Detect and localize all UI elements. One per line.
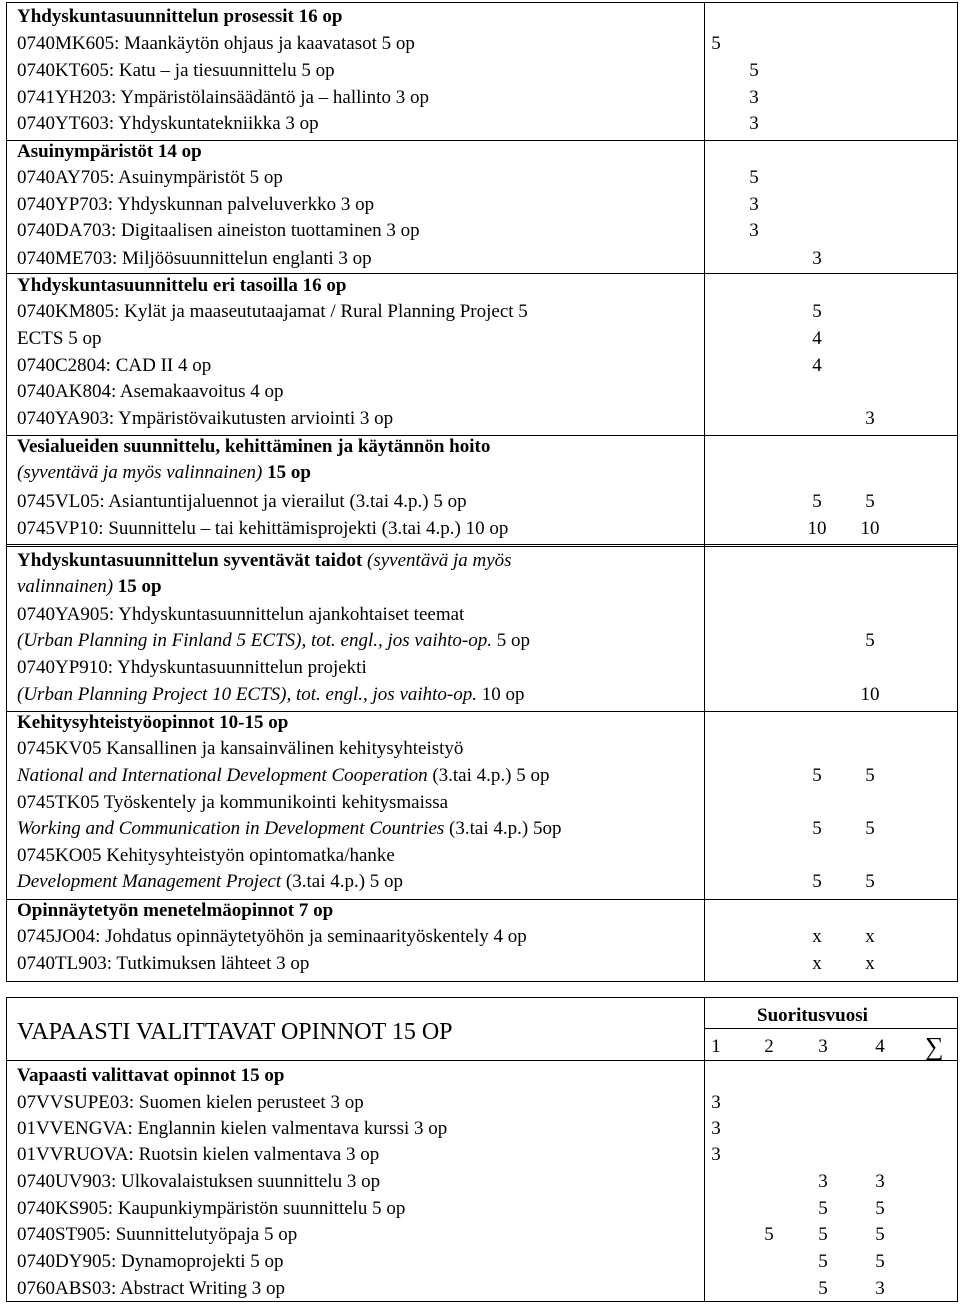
course-row: 0745VP10: Suunnittelu – tai kehittämisprojekti (3.tai 4.p.) 10 op xyxy=(17,518,509,539)
column-divider xyxy=(704,3,705,981)
course-row xyxy=(17,871,403,893)
heading-text: Yhdyskuntasuunnittelun syventävät taidot xyxy=(17,550,368,571)
year-header: Suoritusvuosi xyxy=(757,1005,868,1026)
course-row xyxy=(17,630,530,652)
sum-symbol: ∑ xyxy=(925,1032,944,1061)
course-row: 0745TK05 Työskentely ja kommunikointi kehitysmaissa xyxy=(17,792,449,813)
course-row: 0740AK804: Asemakaavoitus 4 op xyxy=(17,381,284,402)
course-row: 0760ABS03: Abstract Writing 3 op xyxy=(17,1278,286,1299)
credits-text: (3.tai 4.p.) 5op xyxy=(444,818,562,839)
year-3-value: x xyxy=(812,926,822,947)
year-3-value: 5 xyxy=(812,765,822,786)
course-row: 0745KO05 Kehitysyhteistyön opintomatka/hanke xyxy=(17,845,395,866)
course-row: 0740KT605: Katu – ja tiesuunnittelu 5 op xyxy=(17,60,335,81)
year-4-value: 5 xyxy=(875,1224,885,1245)
year-3-value: 5 xyxy=(812,301,822,322)
year-3-value: 4 xyxy=(812,328,822,349)
credits-text: 15 op xyxy=(262,462,311,483)
year-4-value: 5 xyxy=(875,1251,885,1272)
course-row: 0740YP703: Yhdyskunnan palveluverkko 3 op xyxy=(17,194,375,215)
year-4-label: 4 xyxy=(875,1036,885,1057)
course-row: 01VVENGVA: Englannin kielen valmentava kurssi 3 op xyxy=(17,1118,448,1139)
year-3-label: 3 xyxy=(818,1036,828,1057)
course-row xyxy=(17,576,162,598)
course-row: 0740ME703: Miljöösuunnittelun englanti 3 op xyxy=(17,248,372,269)
course-row: 0745KV05 Kansallinen ja kansainvälinen kehitysyhteistyö xyxy=(17,738,464,759)
course-row xyxy=(17,765,549,787)
year-1-value: 3 xyxy=(711,1144,721,1165)
credits-text: (3.tai 4.p.) 5 op xyxy=(281,871,404,892)
italic-text: National and International Development Cooperation xyxy=(17,765,428,786)
year-1-value: 3 xyxy=(711,1092,721,1113)
course-row: ECTS 5 op xyxy=(17,328,102,349)
year-3-value: 5 xyxy=(818,1278,828,1299)
course-row: 01VVRUOVA: Ruotsin kielen valmentava 3 op xyxy=(17,1144,380,1165)
year-2-value: 5 xyxy=(764,1224,774,1245)
year-3-value: 5 xyxy=(812,491,822,512)
credits-text: 10 op xyxy=(477,684,525,705)
year-3-value: 10 xyxy=(807,518,827,539)
credits-text: (3.tai 4.p.) 5 op xyxy=(427,765,550,786)
year-3-value: 3 xyxy=(812,248,822,269)
course-row: 0740YA903: Ympäristövaikutusten arviointi 3 op xyxy=(17,408,394,429)
study-plan-table xyxy=(6,2,958,982)
year-3-value: 5 xyxy=(818,1224,828,1245)
course-row: Opinnäytetyön menetelmäopinnot 7 op xyxy=(17,900,334,921)
course-row: Kehitysyhteistyöopinnot 10-15 op xyxy=(17,712,289,733)
course-row xyxy=(17,550,512,572)
course-row: 0740MK605: Maankäytön ohjaus ja kaavatasot 5 op xyxy=(17,33,415,54)
year-4-value: 10 xyxy=(860,518,880,539)
italic-text: valinnainen) xyxy=(17,576,114,597)
row-divider xyxy=(7,544,957,547)
course-row: 0740C2804: CAD II 4 op xyxy=(17,355,212,376)
credits-text: 5 op xyxy=(491,630,530,651)
course-row: 0740AY705: Asuinympäristöt 5 op xyxy=(17,167,283,188)
year-3-value: 3 xyxy=(818,1171,828,1192)
course-row: Asuinympäristöt 14 op xyxy=(17,141,202,162)
row-divider xyxy=(7,1060,957,1061)
year-4-value: 5 xyxy=(865,818,875,839)
year-1-value: 3 xyxy=(711,1118,721,1139)
course-row: Yhdyskuntasuunnittelu eri tasoilla 16 op xyxy=(17,275,347,296)
course-row: 0740YA905: Yhdyskuntasuunnittelun ajankohtaiset teemat xyxy=(17,604,465,625)
year-4-value: 5 xyxy=(875,1198,885,1219)
year-2-value: 5 xyxy=(749,167,759,188)
italic-text: Working and Communication in Development Countries xyxy=(17,818,445,839)
year-3-value: 5 xyxy=(818,1251,828,1272)
year-3-value: 5 xyxy=(812,871,822,892)
course-row: Vapaasti valittavat opinnot 15 op xyxy=(17,1065,285,1086)
year-4-value: 10 xyxy=(860,684,880,705)
course-row: 0740ST905: Suunnittelutyöpaja 5 op xyxy=(17,1224,298,1245)
year-4-value: x xyxy=(865,926,875,947)
free-electives-table xyxy=(6,997,958,1302)
year-4-value: 5 xyxy=(865,765,875,786)
year-2-label: 2 xyxy=(764,1036,774,1057)
italic-text: (Urban Planning Project 10 ECTS), tot. engl., jos vaihto-op. xyxy=(17,684,478,705)
year-4-value: 5 xyxy=(865,630,875,651)
year-1-value: 5 xyxy=(711,33,721,54)
course-row xyxy=(17,462,311,484)
course-row: 0740TL903: Tutkimuksen lähteet 3 op xyxy=(17,953,310,974)
year-4-value: 5 xyxy=(865,871,875,892)
course-row: 0740DA703: Digitaalisen aineiston tuottaminen 3 op xyxy=(17,220,420,241)
header-divider xyxy=(704,1028,957,1029)
course-row: 0740YT603: Yhdyskuntatekniikka 3 op xyxy=(17,113,319,134)
year-3-value: 5 xyxy=(812,818,822,839)
year-3-value: 4 xyxy=(812,355,822,376)
course-row: 0745VL05: Asiantuntijaluennot ja vierailut (3.tai 4.p.) 5 op xyxy=(17,491,467,512)
course-row: 0740YP910: Yhdyskuntasuunnittelun projekti xyxy=(17,657,367,678)
course-row: 0740DY905: Dynamoprojekti 5 op xyxy=(17,1251,284,1272)
italic-note: (syventävä ja myös xyxy=(367,550,512,571)
course-row: 0740KM805: Kylät ja maaseututaajamat / Rural Planning Project 5 xyxy=(17,301,528,322)
year-4-value: x xyxy=(865,953,875,974)
year-4-value: 3 xyxy=(875,1278,885,1299)
year-2-value: 3 xyxy=(749,194,759,215)
italic-text: (Urban Planning in Finland 5 ECTS), tot. engl., jos vaihto-op. xyxy=(17,630,492,651)
year-3-value: 5 xyxy=(818,1198,828,1219)
year-2-value: 5 xyxy=(749,60,759,81)
year-3-value: x xyxy=(812,953,822,974)
course-row: 0741YH203: Ympäristölainsäädäntö ja – hallinto 3 op xyxy=(17,87,429,108)
course-row: Yhdyskuntasuunnittelun prosessit 16 op xyxy=(17,6,343,27)
italic-text: Development Management Project xyxy=(17,871,282,892)
section-title: VAPAASTI VALITTAVAT OPINNOT 15 OP xyxy=(17,1019,453,1045)
italic-text: (syventävä ja myös valinnainen) xyxy=(17,462,263,483)
credits-text: 15 op xyxy=(113,576,162,597)
year-4-value: 3 xyxy=(865,408,875,429)
course-row: 07VVSUPE03: Suomen kielen perusteet 3 op xyxy=(17,1092,364,1113)
course-row: Vesialueiden suunnittelu, kehittäminen ja käytännön hoito xyxy=(17,436,491,457)
row-divider xyxy=(7,273,957,274)
course-row: 0740KS905: Kaupunkiympäristön suunnittelu 5 op xyxy=(17,1198,406,1219)
year-2-value: 3 xyxy=(749,113,759,134)
year-4-value: 3 xyxy=(875,1171,885,1192)
course-row: 0740UV903: Ulkovalaistuksen suunnittelu 3 op xyxy=(17,1171,381,1192)
course-row: 0745JO04: Johdatus opinnäytetyöhön ja seminaarityöskentely 4 op xyxy=(17,926,527,947)
year-2-value: 3 xyxy=(749,87,759,108)
year-1-label: 1 xyxy=(711,1036,721,1057)
year-2-value: 3 xyxy=(749,220,759,241)
course-row xyxy=(17,818,561,840)
course-row xyxy=(17,684,525,706)
year-4-value: 5 xyxy=(865,491,875,512)
